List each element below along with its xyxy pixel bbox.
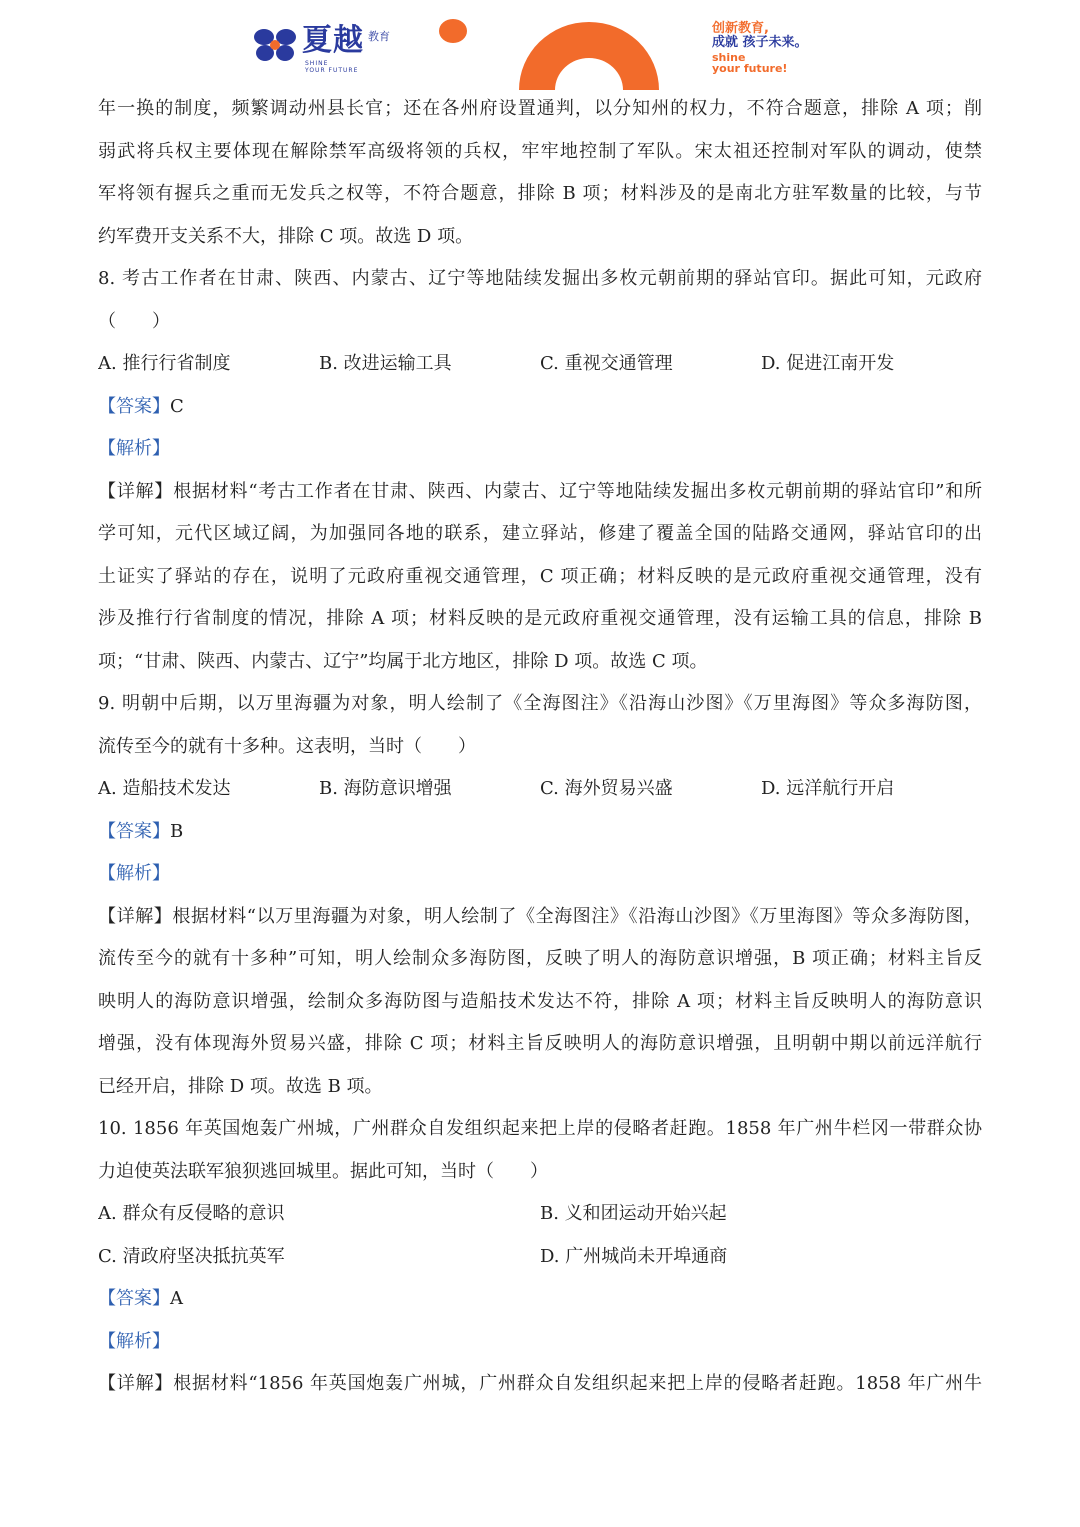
question-9-detail: 已经开启，排除 D 项。故选 B 项。 xyxy=(98,1075,383,1097)
slogan-line-2: 成就 孩子未来。 xyxy=(712,35,808,50)
question-10-analysis xyxy=(98,1321,982,1364)
question-8-detail xyxy=(98,471,982,514)
brand-tagline-1: SHINE xyxy=(305,60,329,67)
slogan-line-4: your future! xyxy=(712,62,788,75)
question-8-analysis xyxy=(98,428,982,471)
answer-tag: 【答案】 xyxy=(98,820,170,842)
detail-text: 根据材料“1856 年英国炮轰广州城，广州群众自发组织起来把上岸的侵略者赶跑。1858 年广州牛 xyxy=(173,1373,982,1394)
question-9-detail: 映明人的海防意识增强，绘制众多海防图与造船技术发达不符，排除 A 项；材料主旨反映明人的海防意识 xyxy=(98,990,982,1012)
page-header xyxy=(0,0,1080,90)
answer-tag: 【答案】 xyxy=(98,1288,170,1309)
option-c: C. 清政府坚决抵抗英军 xyxy=(98,1245,285,1267)
option-c: C. 重视交通管理 xyxy=(540,353,673,374)
question-9-detail: 增强，没有体现海外贸易兴盛，排除 C 项；材料主旨反映明人的海防意识增强，且明朝中期以前远洋航行 xyxy=(98,1033,982,1054)
option-d: D. 远洋航行开启 xyxy=(761,778,895,799)
brand-suffix: 教育 xyxy=(368,30,390,43)
question-8-detail: 土证实了驿站的存在，说明了元政府重视交通管理，C 项正确；材料反映的是元政府重视交通管理，没有 xyxy=(98,565,982,587)
detail-text: 根据材料“考古工作者在甘肃、陕西、内蒙古、辽宁等地陆续发掘出多枚元朝前期的驿站官印”和所 xyxy=(173,480,982,502)
document-body xyxy=(98,88,982,1406)
orange-arch-decoration xyxy=(519,22,659,90)
option-a: A. 造船技术发达 xyxy=(98,778,231,799)
question-9-answer xyxy=(98,811,982,854)
question-9-analysis xyxy=(98,853,982,896)
answer-value: A xyxy=(170,1288,183,1309)
answer-tag: 【答案】 xyxy=(98,395,170,417)
option-a: A. 群众有反侵略的意识 xyxy=(98,1203,285,1224)
detail-tag: 【详解】 xyxy=(98,905,173,927)
option-b: B. 改进运输工具 xyxy=(319,353,452,374)
question-10-options-row-2 xyxy=(98,1236,982,1279)
option-d: D. 促进江南开发 xyxy=(761,353,895,374)
detail-text: 根据材料“以万里海疆为对象，明人绘制了《全海图注》《沿海山沙图》《万里海图》等众多海防图， xyxy=(172,905,982,927)
slogan xyxy=(712,22,808,74)
option-d: D. 广州城尚未开埠通商 xyxy=(540,1245,728,1267)
paragraph-line: 年一换的制度，频繁调动州县长官；还在各州府设置通判，以分知州的权力，不符合题意，排除 A 项；削 xyxy=(98,98,982,119)
orange-dot-decoration xyxy=(439,19,467,43)
detail-tag: 【详解】 xyxy=(98,1373,174,1394)
paragraph-line: 军将领有握兵之重而无发兵之权等，不符合题意，排除 B 项；材料涉及的是南北方驻军数量的比较，与节 xyxy=(98,183,982,204)
question-9-detail xyxy=(98,896,982,939)
brand-name: 夏越 xyxy=(302,23,364,58)
question-9-stem: 9. 明朝中后期，以万里海疆为对象，明人绘制了《全海图注》《沿海山沙图》《万里海图》等众多海防图， xyxy=(98,693,982,714)
answer-value: B xyxy=(170,820,184,842)
question-9-options xyxy=(98,768,982,811)
option-b: B. 义和团运动开始兴起 xyxy=(540,1203,727,1224)
analysis-tag: 【解析】 xyxy=(98,438,170,459)
analysis-tag: 【解析】 xyxy=(98,1330,170,1352)
slogan-line-1: 创新教育, xyxy=(712,21,769,36)
question-8-detail: 涉及推行行省制度的情况，排除 A 项；材料反映的是元政府重视交通管理，没有运输工具的信息，排除 B xyxy=(98,608,982,629)
question-10-stem: 10. 1856 年英国炮轰广州城，广州群众自发组织起来把上岸的侵略者赶跑。1858 年广州牛栏冈一带群众协 xyxy=(98,1118,982,1139)
detail-tag: 【详解】 xyxy=(98,480,174,502)
question-10-stem: 力迫使英法联军狼狈逃回城里。据此可知，当时（ ） xyxy=(98,1160,548,1182)
question-10-answer xyxy=(98,1278,982,1321)
option-b: B. 海防意识增强 xyxy=(319,778,452,799)
question-8-stem: 8. 考古工作者在甘肃、陕西、内蒙古、辽宁等地陆续发掘出多枚元朝前期的驿站官印。据此可知，元政府 xyxy=(98,268,982,289)
question-10-detail xyxy=(98,1363,982,1406)
question-8-stem: （ ） xyxy=(98,310,170,332)
question-9-stem: 流传至今的就有十多种。这表明，当时（ ） xyxy=(98,735,476,757)
butterfly-logo-icon xyxy=(254,28,296,62)
question-9-detail: 流传至今的就有十多种”可知，明人绘制众多海防图，反映了明人的海防意识增强，B 项正确；材料主旨反 xyxy=(98,948,982,969)
answer-value: C xyxy=(170,395,184,417)
question-8-answer xyxy=(98,386,982,429)
paragraph-line: 约军费开支关系不大，排除 C 项。故选 D 项。 xyxy=(98,225,474,247)
option-a: A. 推行行省制度 xyxy=(98,353,231,374)
question-10-options-row-1 xyxy=(98,1193,982,1236)
question-8-detail: 项；“甘肃、陕西、内蒙古、辽宁”均属于北方地区，排除 D 项。故选 C 项。 xyxy=(98,650,708,672)
slogan-line-3: shine xyxy=(712,51,746,64)
question-8-options xyxy=(98,343,982,386)
analysis-tag: 【解析】 xyxy=(98,863,170,884)
option-c: C. 海外贸易兴盛 xyxy=(540,778,673,799)
question-8-detail: 学可知，元代区域辽阔，为加强同各地的联系，建立驿站，修建了覆盖全国的陆路交通网，驿站官印的出 xyxy=(98,523,982,544)
paragraph-line: 弱武将兵权主要体现在解除禁军高级将领的兵权，牢牢地控制了军队。宋太祖还控制对军队的调动，使禁 xyxy=(98,140,982,162)
brand-tagline-2: YOUR FUTURE xyxy=(305,67,359,74)
